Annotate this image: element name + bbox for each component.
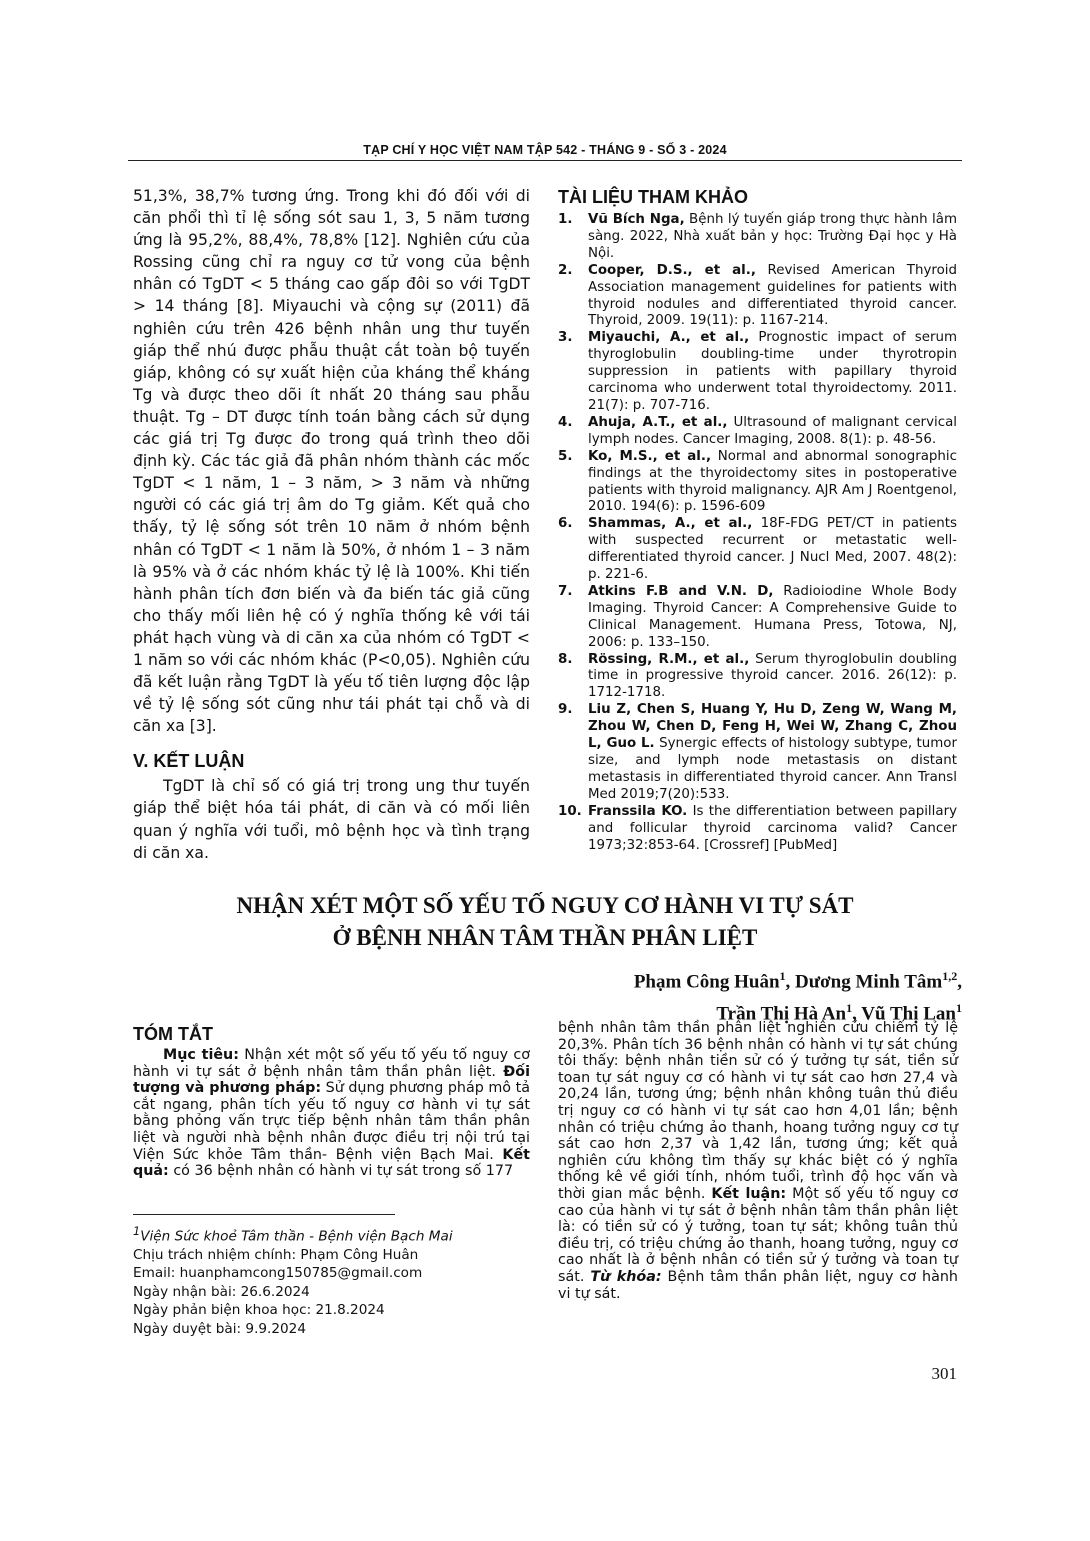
objective-text: Nhận xét một số yếu tố yếu tố nguy cơ hành vi tự sát ở bệnh nhân tâm thần phân liệt. <box>133 1047 530 1080</box>
reference-authors: Miyauchi, A., et al., <box>588 330 750 346</box>
running-head: TẠP CHÍ Y HỌC VIỆT NAM TẬP 542 - THÁNG 9 - SỐ 3 - 2024 <box>363 143 727 157</box>
author-separator: , <box>852 1003 862 1025</box>
reference-text: Revised American Thyroid Association management guidelines for patients with thyroid nodules and differentiated thyroid cancer. Thyroid, 2009. 19(11): p. 1167-214. <box>588 262 957 329</box>
affiliation-footnote <box>133 1222 530 1246</box>
reference-item <box>558 415 957 449</box>
reference-authors: Cooper, D.S., et al., <box>588 262 756 278</box>
reference-item <box>558 449 957 517</box>
reference-number: 8. <box>558 651 573 667</box>
reference-number: 6. <box>558 516 573 532</box>
author-name: Dương Minh Tâm <box>795 971 943 993</box>
reference-item <box>558 804 957 855</box>
header-rule <box>128 160 962 161</box>
reference-text: Synergic effects of histology subtype, tumor size, and lymph node metastasis on distant metastasis in differentiated thyroid cancer. Ann Transl Med 2019;7(20):533. <box>588 736 957 802</box>
reference-text: Ultrasound of malignant cervical lymph nodes. Cancer Imaging, 2008. 8(1): p. 48-56. <box>588 414 957 447</box>
reference-authors: Ko, M.S., et al., <box>588 448 712 464</box>
contact-email: Email: huanphamcong150785@gmail.com <box>133 1265 423 1282</box>
author-name: Trần Thị Hà An <box>716 1003 847 1025</box>
reference-authors: Vũ Bích Nga, <box>588 212 685 227</box>
objective-label: Mục tiêu: <box>163 1047 239 1063</box>
reference-item <box>558 330 957 415</box>
reference-number: 3. <box>558 330 573 346</box>
reference-item <box>558 652 957 703</box>
reference-number: 10. <box>558 803 582 819</box>
footnotes <box>133 1222 530 1338</box>
author-list <box>362 963 962 1028</box>
conclusion-paragraph: TgDT là chỉ số có giá trị trong ung thư tuyến giáp thể biệt hóa tái phát, di căn và có mối liên quan ý nghĩa với tuổi, mô bệnh học và tình trạng di căn xa. <box>133 777 530 862</box>
abstract-heading: TÓM TẮT <box>133 1024 213 1044</box>
keywords-text: Bệnh tâm thần phân liệt, nguy cơ hành vi tự sát. <box>558 1268 958 1302</box>
abstract-left <box>133 1024 530 1180</box>
author-affiliation-sup: 1,2 <box>942 969 958 983</box>
conclusion-heading: V. KẾT LUẬN <box>133 751 245 772</box>
page-number: 301 <box>931 1364 957 1383</box>
references-section <box>558 187 957 854</box>
received-date: Ngày nhận bài: 26.6.2024 <box>133 1283 310 1300</box>
reference-number: 5. <box>558 448 573 464</box>
reference-number: 1. <box>558 212 573 227</box>
review-date: Ngày phản biện khoa học: 21.8.2024 <box>133 1302 385 1319</box>
abstract-text-left <box>133 1047 530 1180</box>
author-name: Vũ Thị Lan <box>861 1003 956 1025</box>
reference-text: Is the differentiation between papillary and follicular thyroid carcinoma valid? Cancer 1973;32:853-64. [Crossref] [PubMed] <box>588 803 958 853</box>
reference-text: Bệnh lý tuyến giáp trong thực hành lâm sàng. 2022, Nhà xuất bản y học: Trường Đại học y Hà Nội. <box>588 212 957 261</box>
author-affiliation-sup: 1 <box>956 1001 962 1016</box>
affiliation-sup: 1 <box>133 1224 141 1238</box>
author-affiliation-sup: 1 <box>779 969 786 983</box>
article-title-line-1: NHẬN XÉT MỘT SỐ YẾU TỐ NGUY CƠ HÀNH VI TỰ SÁT <box>236 893 854 918</box>
reference-authors: Shammas, A., et al., <box>588 516 753 532</box>
author-name: Phạm Công Huân <box>633 971 780 993</box>
author-affiliation-sup: 1 <box>846 1001 853 1016</box>
reference-item <box>558 263 957 331</box>
discussion-paragraph: 51,3%, 38,7% tương ứng. Trong khi đó đối với di căn phổi thì tỉ lệ sống sót sau 1, 3, 5 năm tương ứng là 95,2%, 88,4%, 78,8% [12]. Nghiên cứu của Rossing cũng chỉ ra nguy cơ tử vong của bệnh nhân có TgDT < 5 tháng cao gấp đôi so với TgDT > 14 tháng [8]. Miyauchi và cộng sự (2011) đã nghiên cứu trên 426 bệnh nhân ung thư tuyến giáp thể nhú được phẫu thuật cắt toàn bộ tuyến giáp, không có sự xuất hiện của kháng thể kháng Tg và được theo dõi ít nhất 20 tháng sau phẫu thuật. Tg – DT được tính toán bằng cách sử dụng các giá trị Tg được đo trong quá trình theo dõi định kỳ. Các tác giả đã phân nhóm thành các mốc TgDT < 1 năm, 1 – 3 năm, > 3 năm và những người có các giá trị âm do Tg giảm. Kết quả cho thấy, tỷ lệ sống sót trên 10 năm ở nhóm bệnh nhân có TgDT < 1 năm là 50%, ở nhóm 1 – 3 năm là 95% và ở các nhóm khác tỷ lệ là 100%. Khi tiến hành phân tích đơn biến và đa biến tác giả cũng cho thấy mối liên hệ có ý nghĩa thống kê với tái phát hạch vùng và di căn xa của nhóm có TgDT < 1 năm so với các nhóm khác (P<0,05). Nghiên cứu đã kết luận rằng TgDT là yếu tố tiên lượng độc lập về tỷ lệ sống sót cũng như tái phát tại chỗ và di căn xa [3]. <box>133 187 530 736</box>
affiliation-text: Viện Sức khoẻ Tâm thần - Bệnh viện Bạch Mai <box>140 1228 453 1245</box>
reference-number: 2. <box>558 262 573 278</box>
reference-authors: Ahuja, A.T., et al., <box>588 414 728 430</box>
reference-item <box>558 584 957 652</box>
author-line-1 <box>362 963 962 995</box>
responsible-author: Chịu trách nhiệm chính: Phạm Công Huân <box>133 1246 419 1263</box>
approval-date: Ngày duyệt bài: 9.9.2024 <box>133 1320 306 1337</box>
reference-item <box>558 516 957 584</box>
reference-text: Normal and abnormal sonographic findings at the thyroidectomy sites in postoperative patients with thyroid malignancy. AJR Am J Roentgenol, 2010. 194(6): p. 1596-609 <box>588 448 957 515</box>
abstract-conclusion-label: Kết luận: <box>711 1185 787 1202</box>
methods-text: Sử dụng phương pháp mô tả cắt ngang, phân tích yếu tố nguy cơ hành vi tự sát bằng phỏng vấn trực tiếp bệnh nhân tâm thần phân liệt và người nhà bệnh nhân được điều trị nội trú tại Viện Sức khỏe Tâm thần- Bệnh viện Bạch Mai. <box>133 1080 530 1163</box>
results-text-right: bệnh nhân tâm thần phân liệt nghiên cứu chiếm tỷ lệ 20,3%. Phân tích 36 bệnh nhân có hành vi tự sát chúng tôi thấy: bệnh nhân tiền sử có ý tưởng tự sát, tiền sử toan tự sát nguy cơ có hành vi tự sát cao hơn 27,4 và 20,24 lần, tương ứng; bệnh nhân không tuân thủ điều trị nguy cơ có hành vi tự sát cao hơn 4,01 lần; bệnh nhân có triệu chứng ảo thanh, hoang tưởng nguy cơ tự sát cao hơn 2,37 và 1,42 lần, tương ứng; kết quả nghiên cứu không tìm thấy sự khác biệt có ý nghĩa thống kê về giới tính, nhóm tuổi, trình độ học vấn và thời gian mắc bệnh. <box>558 1020 958 1202</box>
results-text-left: có 36 bệnh nhân có hành vi tự sát trong số 177 <box>168 1163 514 1180</box>
reference-item <box>558 212 957 263</box>
reference-number: 7. <box>558 583 573 599</box>
reference-item <box>558 702 957 803</box>
reference-number: 9. <box>558 702 573 718</box>
abstract-conclusion-text: Một số yếu tố nguy cơ cao của hành vi tự sát ở bệnh nhân tâm thần phân liệt là: có tiền sử có ý tưởng, toan tự sát; không tuân thủ điều trị, có triệu chứng ảo thanh, hoang tưởng, nguy cơ cao nhất là ở bệnh nhân có tiền sử ý tưởng và toan tự sát. <box>558 1185 958 1285</box>
methods-label: Đối tượng và phương pháp: <box>133 1063 530 1097</box>
references-list <box>558 212 957 854</box>
keywords-label: Từ khóa: <box>590 1268 662 1285</box>
reference-authors: Atkins F.B and V.N. D, <box>588 583 774 599</box>
footnote-rule <box>133 1214 395 1215</box>
article-title-line-2: Ở BỆNH NHÂN TÂM THẦN PHÂN LIỆT <box>332 925 758 950</box>
author-separator: , <box>957 971 962 993</box>
reference-text: Serum thyroglobulin doubling time in progressive thyroid cancer. 2016. 26(12): p. 1712-1718. <box>588 651 957 701</box>
reference-number: 4. <box>558 414 573 430</box>
references-heading: TÀI LIỆU THAM KHẢO <box>558 187 748 207</box>
article-title <box>130 890 960 954</box>
reference-text: Prognostic impact of serum thyroglobulin doubling-time under thyrotropin suppression in patients with papillary thyroid carcinoma who underwent total thyroidectomy. 2011. 21(7): p. 707-716. <box>588 330 957 413</box>
left-column <box>133 185 530 864</box>
abstract-text-right <box>558 1020 958 1302</box>
abstract-right <box>558 1020 958 1302</box>
reference-text: 18F-FDG PET/CT in patients with suspected recurrent or metastatic well-differentiated thyroid cancer. J Nucl Med, 2007. 48(2): p. 221-6. <box>588 516 957 583</box>
reference-authors: Liu Z, Chen S, Huang Y, Hu D, Zeng W, Wang M, Zhou W, Chen D, Feng H, Wei W, Zhang C, Zhou L, Guo L. <box>588 702 957 752</box>
reference-text: Radioiodine Whole Body Imaging. Thyroid Cancer: A Comprehensive Guide to Clinical Management. Humana Press, Totowa, NJ, 2006: p. 133–150. <box>588 583 957 650</box>
reference-authors: Rössing, R.M., et al., <box>588 651 750 667</box>
reference-authors: Franssila KO. <box>588 803 688 819</box>
author-separator: , <box>785 971 796 993</box>
results-label: Kết quả: <box>133 1146 530 1180</box>
